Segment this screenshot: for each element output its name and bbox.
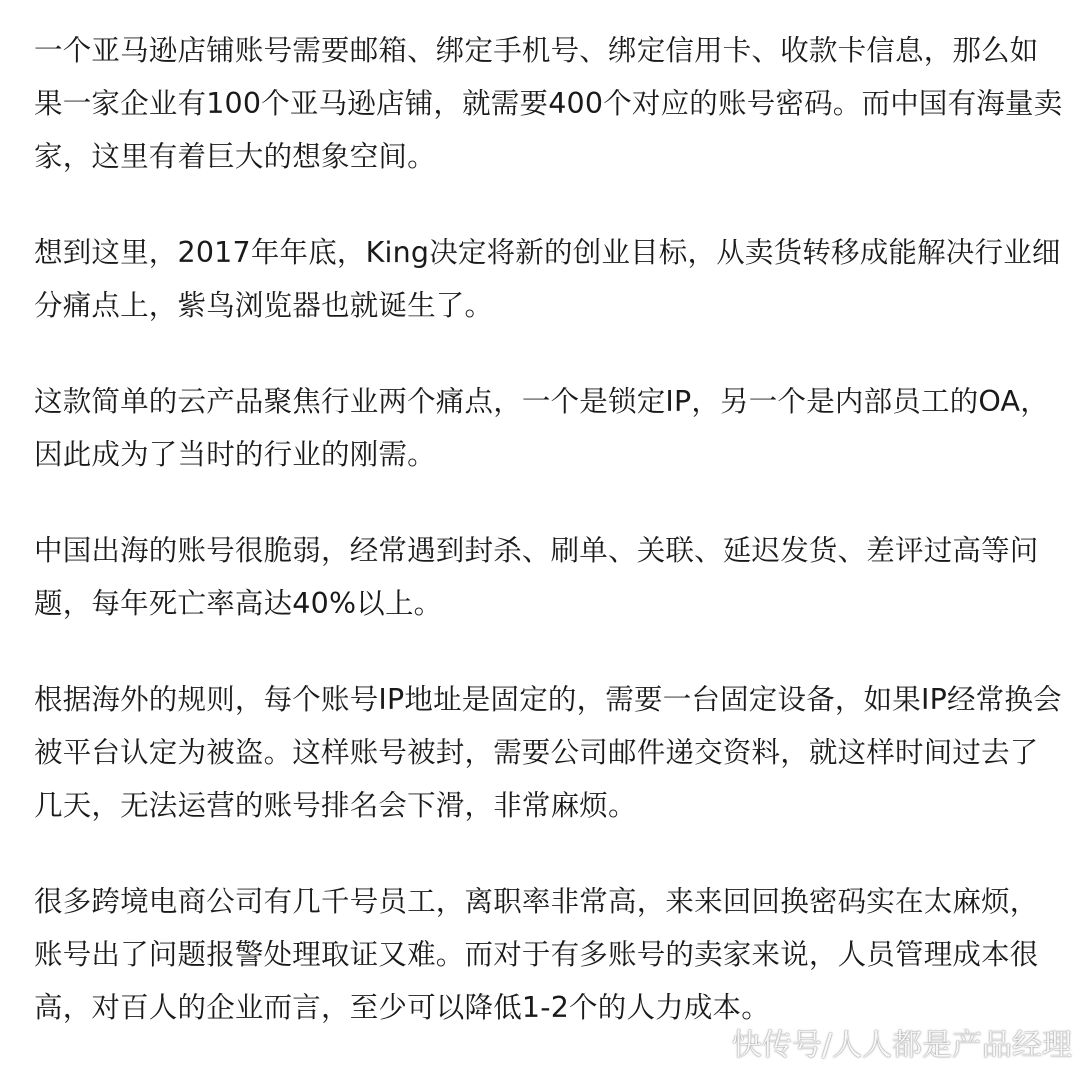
article-body [34, 24, 1064, 1034]
paragraph-2: 想到这里，2017年年底，King决定将新的创业目标，从卖货转移成能解决行业细分痛点上，紫鸟浏览器也就诞生了。 [34, 236, 1061, 322]
paragraph-3: 这款简单的云产品聚焦行业两个痛点，一个是锁定IP，另一个是内部员工的OA，因此成为了当时的行业的刚需。 [34, 385, 1049, 471]
paragraph-4: 中国出海的账号很脆弱，经常遇到封杀、刷单、关联、延迟发货、差评过高等问题，每年死亡率高达40%以上。 [34, 534, 1039, 620]
paragraph-5: 根据海外的规则，每个账号IP地址是固定的，需要一台固定设备，如果IP经常换会被平台认定为被盗。这样账号被封，需要公司邮件递交资料，就这样时间过去了几天，无法运营的账号排名会下滑，非常麻烦。 [34, 683, 1062, 822]
paragraph-1: 一个亚马逊店铺账号需要邮箱、绑定手机号、绑定信用卡、收款卡信息，那么如果一家企业有100个亚马逊店铺，就需要400个对应的账号密码。而中国有海量卖家，这里有着巨大的想象空间。 [34, 34, 1063, 173]
watermark-text: 快传号/人人都是产品经理 [731, 1028, 1072, 1063]
paragraph-6: 很多跨境电商公司有几千号员工，离职率非常高，来来回回换密码实在太麻烦，账号出了问题报警处理取证又难。而对于有多账号的卖家来说，人员管理成本很高，对百人的企业而言，至少可以降低1-2个的人力成本。 [34, 885, 1039, 1024]
